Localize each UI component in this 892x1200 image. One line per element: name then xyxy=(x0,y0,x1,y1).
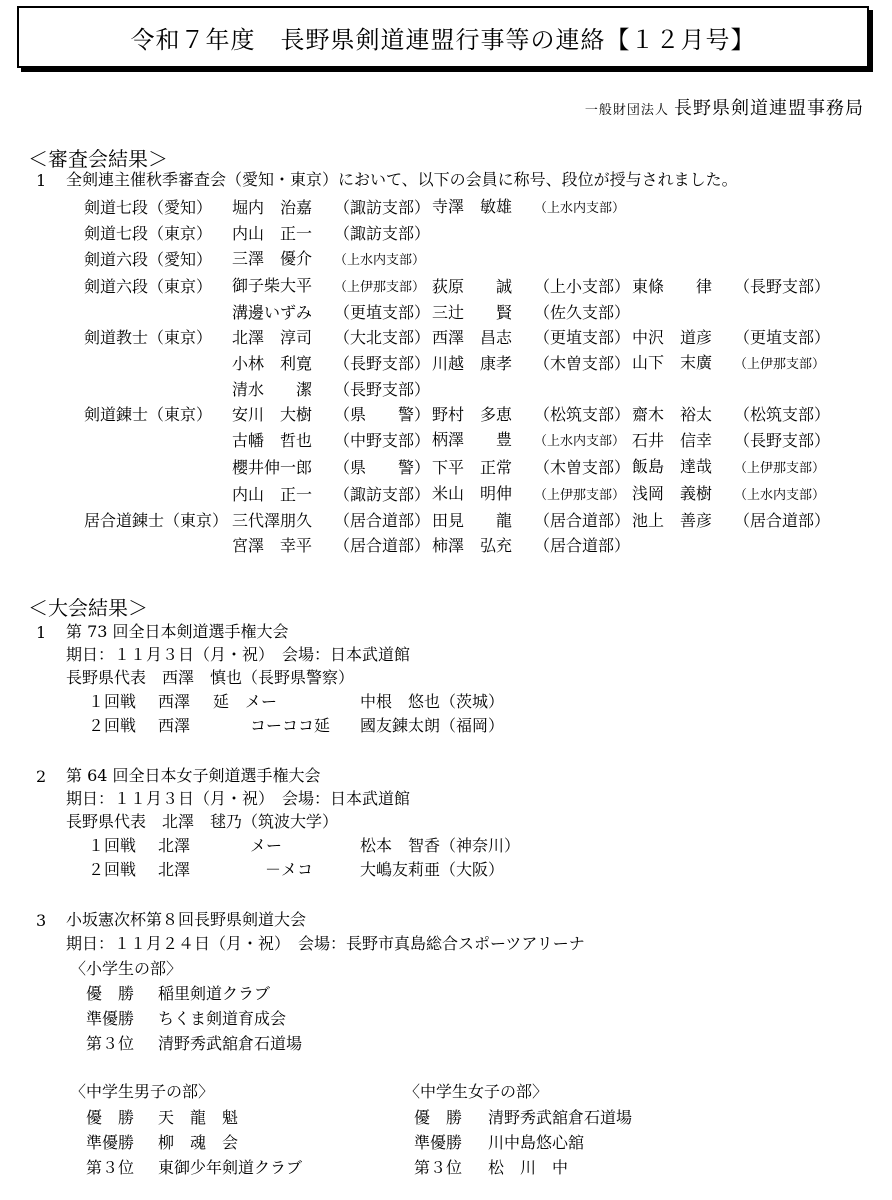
grade-person xyxy=(232,533,432,558)
grade-person xyxy=(632,325,842,350)
person-branch: （上伊那支部） xyxy=(734,461,826,476)
organization xyxy=(585,94,864,120)
t2-r2-round: ２回戦 xyxy=(88,860,137,879)
grade-row xyxy=(84,454,842,481)
grade-person xyxy=(632,273,842,300)
grade-row xyxy=(84,427,842,454)
person-branch: （松筑支部） xyxy=(534,405,631,424)
person-name: 西澤 昌志 xyxy=(432,328,513,347)
grade-rank: 剣道錬士（東京） xyxy=(84,405,213,424)
t1-r1-round: １回戦 xyxy=(88,692,137,711)
grade-person xyxy=(632,246,842,273)
person-name: 安川 大樹 xyxy=(232,405,313,424)
grade-rank: 剣道六段（愛知） xyxy=(84,250,213,269)
grade-person xyxy=(232,273,432,300)
person-name: 浅岡 義樹 xyxy=(632,484,713,503)
person-branch: （居合道部） xyxy=(534,511,631,530)
person-branch: （諏訪支部） xyxy=(334,485,431,504)
t3-girls-p3: 松 川 中 xyxy=(488,1158,569,1177)
grade-person xyxy=(232,508,432,533)
person-branch: （県 警） xyxy=(334,458,431,477)
person-branch: （上水内支部） xyxy=(534,201,626,216)
grade-rank: 剣道七段（愛知） xyxy=(84,198,213,217)
t3-elem-p3: 清野秀武舘倉石道場 xyxy=(158,1034,303,1053)
person-name: 寺澤 敏雄 xyxy=(432,197,513,216)
grade-person xyxy=(232,481,432,508)
grade-person xyxy=(432,350,632,377)
person-name: 山下 末廣 xyxy=(632,353,713,372)
grade-person xyxy=(232,246,432,273)
person-name: 柄澤 豊 xyxy=(432,430,513,449)
person-name: 米山 明伸 xyxy=(432,484,513,503)
grade-person xyxy=(232,350,432,377)
t2-number: 2 xyxy=(36,767,47,786)
grade-person xyxy=(432,194,632,221)
grade-person xyxy=(232,325,432,350)
shinsa-item-number: 1 xyxy=(36,171,47,190)
person-name: 櫻井伸一郎 xyxy=(232,458,313,477)
person-name: 堀内 治嘉 xyxy=(232,198,313,217)
t1-title: 第 73 回全日本剣道選手権大会 xyxy=(66,622,289,641)
grade-row xyxy=(84,377,842,402)
t1-r2-opponent: 國友錬太朗（福岡） xyxy=(360,716,505,735)
person-branch: （上伊那支部） xyxy=(534,488,626,503)
grade-rank xyxy=(84,533,232,558)
t2-r1-player: 北澤 xyxy=(158,836,191,855)
grade-person xyxy=(632,194,842,221)
t2-r1-opponent: 松本 智香（神奈川） xyxy=(360,836,521,855)
t1-r2-player: 西澤 xyxy=(158,716,191,735)
grade-person xyxy=(632,300,842,325)
person-branch: （上水内支部） xyxy=(734,488,826,503)
grade-rank xyxy=(84,377,232,402)
t2-r2-score: －メコ xyxy=(265,860,314,879)
grade-person xyxy=(432,325,632,350)
person-branch: （木曽支部） xyxy=(534,458,631,477)
t3-title: 小坂憲次杯第８回長野県剣道大会 xyxy=(66,910,307,929)
t3-boys-p3: 東御少年剣道クラブ xyxy=(158,1158,303,1177)
t3-boys-p1-label: 優 勝 xyxy=(86,1108,135,1127)
t3-girls-p2-label: 準優勝 xyxy=(414,1133,463,1152)
person-branch: （上水内支部） xyxy=(334,253,426,268)
person-branch: （上小支部） xyxy=(534,277,631,296)
t3-elem-p2: ちくま剣道育成会 xyxy=(158,1009,287,1028)
person-branch: （大北支部） xyxy=(334,328,431,347)
person-branch: （居合道部） xyxy=(534,536,631,555)
grade-table xyxy=(84,194,842,558)
person-branch: （更埴支部） xyxy=(734,328,831,347)
t1-r2-score: コーココ延 xyxy=(250,716,331,735)
grade-row xyxy=(84,221,842,246)
taikai-heading: ＜大会結果＞ xyxy=(28,596,148,620)
grade-person xyxy=(232,300,432,325)
person-name: 三辻 賢 xyxy=(432,303,513,322)
person-name: 小林 利寛 xyxy=(232,354,313,373)
person-name: 清水 潔 xyxy=(232,380,313,399)
person-name: 御子柴大平 xyxy=(232,276,313,295)
person-branch: （松筑支部） xyxy=(734,405,831,424)
person-branch: （更埴支部） xyxy=(534,328,631,347)
person-name: 川越 康孝 xyxy=(432,354,513,373)
grade-person xyxy=(632,508,842,533)
grade-row xyxy=(84,350,842,377)
t3-girls-p1-label: 優 勝 xyxy=(414,1108,463,1127)
grade-person xyxy=(632,533,842,558)
person-branch: （長野支部） xyxy=(734,431,831,450)
person-branch: （佐久支部） xyxy=(534,303,631,322)
person-name: 三代澤朋久 xyxy=(232,511,313,530)
t3-elem-p2-label: 準優勝 xyxy=(86,1009,135,1028)
person-name: 田見 龍 xyxy=(432,511,513,530)
person-branch: （長野支部） xyxy=(334,354,431,373)
person-name: 古幡 哲也 xyxy=(232,431,313,450)
t3-elem-heading: 〈小学生の部〉 xyxy=(70,959,183,978)
t3-elem-p3-label: 第３位 xyxy=(86,1034,135,1053)
t2-r1-score: メー xyxy=(250,836,283,855)
person-name: 飯島 達哉 xyxy=(632,457,713,476)
grade-person xyxy=(432,533,632,558)
t1-r1-player: 西澤 xyxy=(158,692,191,711)
grade-person xyxy=(432,402,632,427)
grade-row xyxy=(84,194,842,221)
grade-person xyxy=(632,221,842,246)
grade-person xyxy=(232,402,432,427)
grade-person xyxy=(632,481,842,508)
t1-r1-opponent: 中根 悠也（茨城） xyxy=(360,692,505,711)
grade-row xyxy=(84,300,842,325)
t1-r2-round: ２回戦 xyxy=(88,716,137,735)
shinsa-heading: ＜審査会結果＞ xyxy=(28,147,168,171)
t3-boys-p3-label: 第３位 xyxy=(86,1158,135,1177)
grade-row xyxy=(84,273,842,300)
person-branch: （諏訪支部） xyxy=(334,224,431,243)
grade-person xyxy=(232,377,432,402)
person-name: 内山 正一 xyxy=(232,485,313,504)
grade-person xyxy=(432,454,632,481)
grade-person xyxy=(432,427,632,454)
person-branch: （長野支部） xyxy=(734,277,831,296)
org-prefix: 一般財団法人 xyxy=(584,103,669,118)
person-branch: （居合道部） xyxy=(734,511,831,530)
person-branch: （木曽支部） xyxy=(534,354,631,373)
t2-title: 第 64 回全日本女子剣道選手権大会 xyxy=(66,766,321,785)
grade-person xyxy=(432,481,632,508)
grade-person xyxy=(432,377,632,402)
person-branch: （長野支部） xyxy=(334,380,431,399)
org-name: 長野県剣道連盟事務局 xyxy=(674,98,864,119)
person-name: 柿澤 弘充 xyxy=(432,536,513,555)
grade-person xyxy=(232,454,432,481)
t3-date: 期日：１１月２４日（月・祝） 会場：長野市真島総合スポーツアリーナ xyxy=(66,934,585,953)
grade-person xyxy=(232,194,432,221)
person-name: 野村 多恵 xyxy=(432,405,513,424)
t3-girls-p3-label: 第３位 xyxy=(414,1158,463,1177)
grade-row xyxy=(84,533,842,558)
person-name: 溝邊いずみ xyxy=(232,303,313,322)
t2-representative: 長野県代表 北澤 毬乃（筑波大学） xyxy=(66,812,339,831)
grade-rank: 剣道教士（東京） xyxy=(84,328,213,347)
person-branch: （県 警） xyxy=(334,405,431,424)
grade-rank xyxy=(84,300,232,325)
t3-girls-heading: 〈中学生女子の部〉 xyxy=(404,1082,549,1101)
person-name: 池上 善彦 xyxy=(632,511,713,530)
t3-boys-p2: 柳 魂 会 xyxy=(158,1133,239,1152)
grade-rank: 剣道七段（東京） xyxy=(84,224,213,243)
person-name: 三澤 優介 xyxy=(232,249,313,268)
person-name: 中沢 道彦 xyxy=(632,328,713,347)
person-branch: （上水内支部） xyxy=(534,434,626,449)
grade-person xyxy=(632,427,842,454)
grade-person xyxy=(232,221,432,246)
t3-boys-p1: 天 龍 魁 xyxy=(158,1108,239,1127)
person-branch: （居合道部） xyxy=(334,511,431,530)
t1-r1-score: 延 メー xyxy=(213,692,278,711)
grade-person xyxy=(632,350,842,377)
grade-person xyxy=(632,454,842,481)
t3-elem-p1: 稲里剣道クラブ xyxy=(158,984,271,1003)
t2-date: 期日：１１月３日（月・祝） 会場：日本武道館 xyxy=(66,789,411,808)
person-branch: （上伊那支部） xyxy=(734,357,826,372)
grade-row xyxy=(84,508,842,533)
person-branch: （更埴支部） xyxy=(334,303,431,322)
t3-elem-p1-label: 優 勝 xyxy=(86,984,135,1003)
t1-date: 期日：１１月３日（月・祝） 会場：日本武道館 xyxy=(66,645,411,664)
grade-person xyxy=(232,427,432,454)
grade-person xyxy=(632,402,842,427)
grade-rank xyxy=(84,454,232,481)
grade-row xyxy=(84,325,842,350)
shinsa-intro: 全剣連主催秋季審査会（愛知・東京）において、以下の会員に称号、段位が授与されました。 xyxy=(66,170,738,189)
person-name: 荻原 誠 xyxy=(432,277,513,296)
person-name: 東條 律 xyxy=(632,277,713,296)
person-name: 北澤 淳司 xyxy=(232,328,313,347)
grade-row xyxy=(84,481,842,508)
t2-r2-player: 北澤 xyxy=(158,860,191,879)
person-name: 齋木 裕太 xyxy=(632,405,713,424)
grade-person xyxy=(632,377,842,402)
t1-representative: 長野県代表 西澤 慎也（長野県警察） xyxy=(66,668,355,687)
person-branch: （諏訪支部） xyxy=(334,198,431,217)
grade-person xyxy=(432,300,632,325)
grade-person xyxy=(432,246,632,273)
t3-girls-p2: 川中島悠心舘 xyxy=(488,1133,585,1152)
grade-rank: 剣道六段（東京） xyxy=(84,277,213,296)
person-branch: （上伊那支部） xyxy=(334,280,426,295)
t2-r2-opponent: 大嶋友莉亜（大阪） xyxy=(360,860,505,879)
grade-row xyxy=(84,402,842,427)
grade-row xyxy=(84,246,842,273)
t1-number: 1 xyxy=(36,623,47,642)
t2-r1-round: １回戦 xyxy=(88,836,137,855)
person-name: 下平 正常 xyxy=(432,458,513,477)
t3-number: 3 xyxy=(36,911,47,930)
person-name: 宮澤 幸平 xyxy=(232,536,313,555)
person-branch: （居合道部） xyxy=(334,536,431,555)
person-name: 石井 信幸 xyxy=(632,431,713,450)
person-branch: （中野支部） xyxy=(334,431,431,450)
title-box xyxy=(17,6,869,68)
t3-boys-p2-label: 準優勝 xyxy=(86,1133,135,1152)
grade-rank xyxy=(84,350,232,377)
page-title: 令和７年度 長野県剣道連盟行事等の連絡【１２月号】 xyxy=(130,25,756,54)
t3-boys-heading: 〈中学生男子の部〉 xyxy=(70,1082,215,1101)
person-name: 内山 正一 xyxy=(232,224,313,243)
grade-person xyxy=(432,508,632,533)
grade-person xyxy=(432,221,632,246)
grade-rank xyxy=(84,427,232,454)
grade-rank xyxy=(84,481,232,508)
grade-rank: 居合道錬士（東京） xyxy=(84,511,229,530)
t3-girls-p1: 清野秀武舘倉石道場 xyxy=(488,1108,633,1127)
grade-person xyxy=(432,273,632,300)
